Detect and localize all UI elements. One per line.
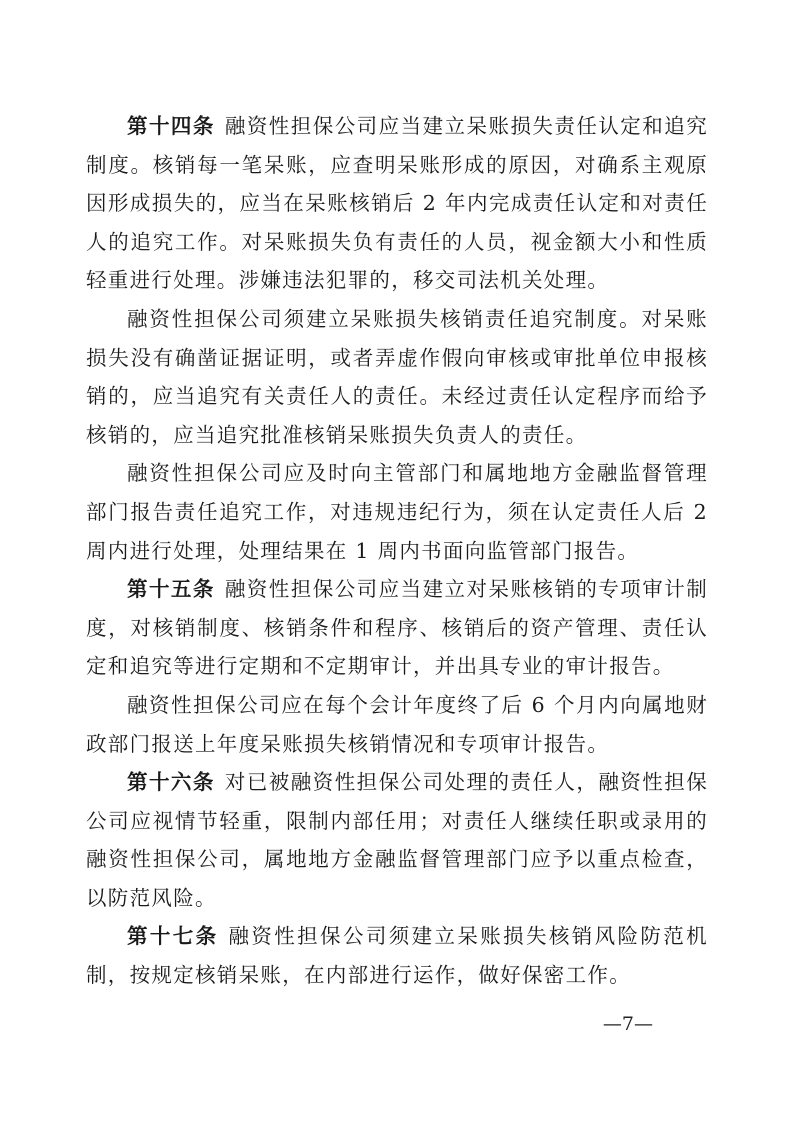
paragraph-text: 融资性担保公司应在每个会计年度终了后 6 个月内向属地财政部门报送上年度呆账损失核销情况和专项审计报告。 (86, 692, 708, 756)
article-heading: 第十六条 (127, 770, 215, 795)
page-number: —7— (602, 1013, 653, 1035)
paragraph-text: 融资性担保公司须建立呆账损失核销风险防范机制，按规定核销呆账，在内部进行运作，做好保密工作。 (86, 924, 708, 988)
paragraph-article-15-part-2 (86, 686, 708, 763)
paragraph-article-16 (86, 763, 708, 917)
article-heading: 第十四条 (127, 114, 215, 138)
paragraph-text: 对已被融资性担保公司处理的责任人，融资性担保公司应视情节轻重，限制内部任用；对责任人继续任职或录用的融资性担保公司，属地地方金融监督管理部门应予以重点检查，以防范风险。 (86, 770, 708, 910)
article-heading: 第十五条 (127, 577, 215, 602)
article-heading: 第十七条 (127, 924, 219, 949)
paragraph-article-14 (86, 107, 708, 300)
document-body (86, 107, 708, 995)
paragraph-article-17 (86, 917, 708, 994)
paragraph-article-15 (86, 570, 708, 686)
paragraph-article-14-part-2 (86, 300, 708, 454)
paragraph-text: 融资性担保公司应及时向主管部门和属地地方金融监督管理部门报告责任追究工作，对违规违纪行为，须在认定责任人后 2 周内进行处理，处理结果在 1 周内书面向监管部门报告。 (86, 461, 708, 563)
paragraph-text: 融资性担保公司须建立呆账损失核销责任追究制度。对呆账损失没有确凿证据证明，或者弄虚作假向审核或审批单位申报核销的，应当追究有关责任人的责任。未经过责任认定程序而给予核销的，应当追究批准核销呆账损失负责人的责任。 (86, 306, 708, 447)
paragraph-text: 融资性担保公司应当建立呆账损失责任认定和追究制度。核销每一笔呆账，应查明呆账形成的原因，对确系主观原因形成损失的，应当在呆账核销后 2 年内完成责任认定和对责任人的追究工作。对呆账损失负有责任的人员，视金额大小和性质轻重进行处理。涉嫌违法犯罪的，移交司法机关处理。 (86, 114, 708, 293)
paragraph-article-14-part-3 (86, 454, 708, 570)
paragraph-text: 融资性担保公司应当建立对呆账核销的专项审计制度，对核销制度、核销条件和程序、核销后的资产管理、责任认定和追究等进行定期和不定期审计，并出具专业的审计报告。 (86, 577, 708, 679)
